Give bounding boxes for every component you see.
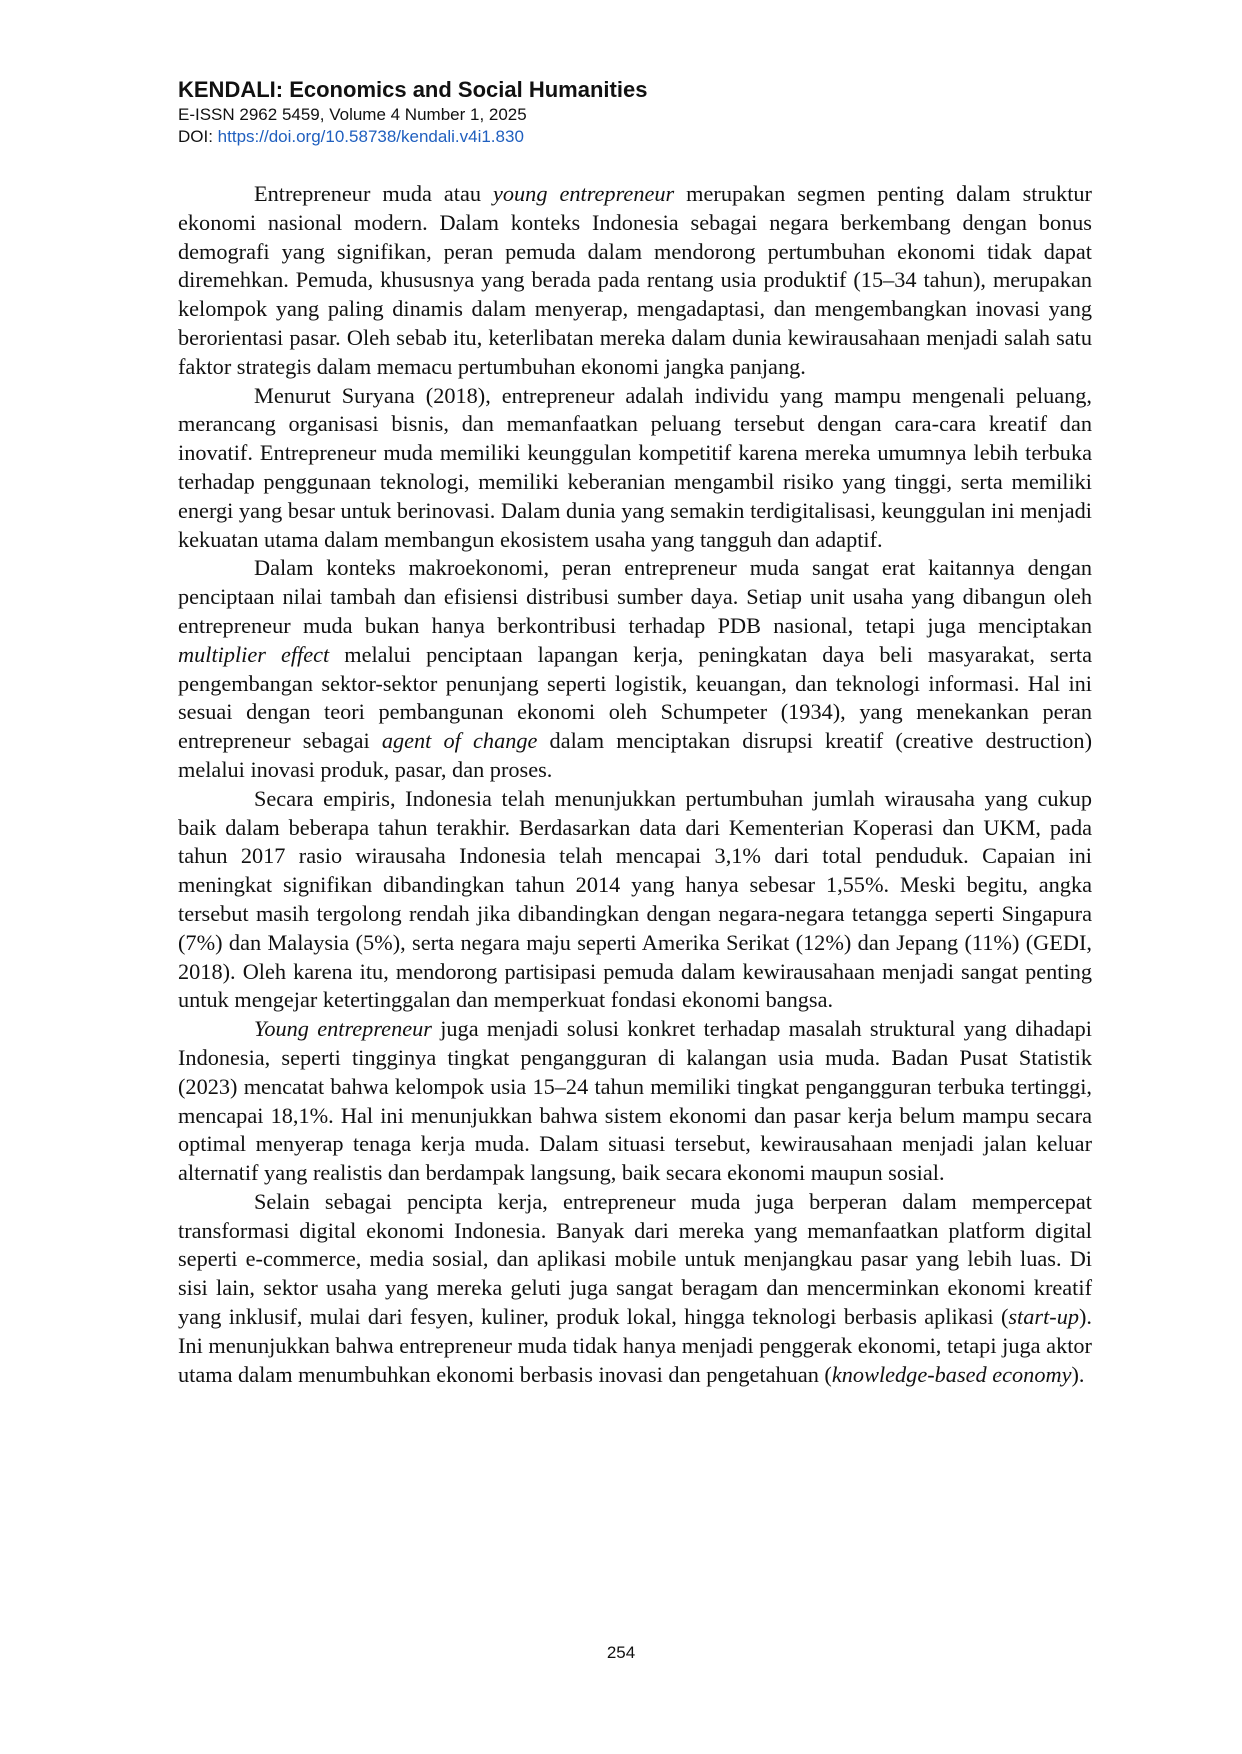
paragraph-text: Secara empiris, Indonesia telah menunjukkan pertumbuhan jumlah wirausaha yang cukup baik dalam beberapa tahun terakhir. Berdasarkan data dari Kementerian Koperasi dan UKM, pada tahun 2017 rasio wirausaha Indonesia telah mencapai 3,1% dari total penduduk. Capaian ini meningkat signifikan dibandingkan tahun 2014 yang hanya sebesar 1,55%. Meski begitu, angka tersebut masih tergolong rendah jika dibandingkan dengan negara-negara tetangga seperti Singapura (7%) dan Malaysia (5%), serta negara maju seperti Amerika Serikat (12%) dan Jepang (11%) (GEDI, 2018). Oleh karena itu, mendorong partisipasi pemuda dalam kewirausahaan menjadi sangat penting untuk mengejar ketertinggalan dan memperkuat fondasi ekonomi bangsa.: [178, 785, 1092, 1013]
body-paragraph: [178, 382, 1092, 555]
paragraph-text: ).: [1071, 1361, 1085, 1387]
body-paragraph: [178, 1188, 1092, 1390]
paragraph-text: Entrepreneur muda atau: [254, 181, 493, 206]
italic-term: knowledge-based economy: [831, 1361, 1072, 1387]
paragraph-text: Dalam konteks makroekonomi, peran entrepreneur muda sangat erat kaitannya dengan penciptaan nilai tambah dan efisiensi distribusi sumber daya. Setiap unit usaha yang dibangun oleh entrepreneur muda bukan hanya berkontribusi terhadap PDB nasional, tetapi juga menciptakan: [178, 555, 1092, 638]
italic-term: agent of change: [381, 728, 538, 754]
paragraph-text: ). Ini menunjukkan bahwa entrepreneur muda tidak hanya menjadi penggerak ekonomi, tetapi juga aktor utama dalam menumbuhkan ekonomi berbasis inovasi dan pengetahuan (: [178, 1304, 1092, 1387]
body-paragraph: [178, 180, 1092, 382]
doi-label: DOI:: [178, 127, 218, 146]
italic-term: young entrepreneur: [492, 181, 675, 206]
page-number: 254: [606, 1643, 636, 1662]
body-paragraph: [178, 1015, 1092, 1188]
journal-title: KENDALI: Economics and Social Humanities: [178, 77, 648, 102]
italic-term: multiplier effect: [178, 641, 330, 667]
italic-term: start-up: [1008, 1304, 1079, 1330]
doi-link[interactable]: https://doi.org/10.58738/kendali.v4i1.830: [217, 127, 524, 146]
body-paragraph: [178, 785, 1092, 1015]
italic-term: Young entrepreneur: [254, 1016, 432, 1042]
journal-header: [178, 76, 647, 148]
issn-volume-line: E-ISSN 2962 5459, Volume 4 Number 1, 2025: [178, 105, 527, 124]
paragraph-text: melalui penciptaan lapangan kerja, peningkatan daya beli masyarakat, serta pengembangan sektor-sektor penunjang seperti logistik, keuangan, dan teknologi informasi. Hal ini sesuai dengan teori pembangunan ekonomi oleh Schumpeter (1934), yang menekankan peran entrepreneur sebagai: [178, 641, 1093, 754]
paragraph-text: Selain sebagai pencipta kerja, entrepreneur muda juga berperan dalam mempercepat transformasi digital ekonomi Indonesia. Banyak dari mereka yang memanfaatkan platform digital seperti e-commerce, media sosial, dan aplikasi mobile untuk menjangkau pasar yang lebih luas. Di sisi lain, sektor usaha yang mereka geluti juga sangat beragam dan mencerminkan ekonomi kreatif yang inklusif, mulai dari fesyen, kuliner, produk lokal, hingga teknologi berbasis aplikasi (: [178, 1188, 1092, 1330]
paragraph-text: dalam menciptakan disrupsi kreatif (creative destruction) melalui inovasi produk, pasar, dan proses.: [178, 728, 1092, 782]
doi-line: [178, 126, 647, 148]
body-paragraph: [178, 554, 1092, 784]
paragraph-text: merupakan segmen penting dalam struktur ekonomi nasional modern. Dalam konteks Indonesia sebagai negara berkembang dengan bonus demografi yang signifikan, peran pemuda dalam mendorong pertumbuhan ekonomi tidak dapat diremehkan. Pemuda, khususnya yang berada pada rentang usia produktif (15–34 tahun), merupakan kelompok yang paling dinamis dalam menyerap, mengadaptasi, dan mengembangkan inovasi yang berorientasi pasar. Oleh sebab itu, keterlibatan mereka dalam dunia kewirausahaan menjadi salah satu faktor strategis dalam memacu pertumbuhan ekonomi jangka panjang.: [178, 181, 1092, 379]
paragraph-text: Menurut Suryana (2018), entrepreneur adalah individu yang mampu mengenali peluang, merancang organisasi bisnis, dan memanfaatkan peluang tersebut dengan cara-cara kreatif dan inovatif. Entrepreneur muda memiliki keunggulan kompetitif karena mereka umumnya lebih terbuka terhadap penggunaan teknologi, memiliki keberanian mengambil risiko yang tinggi, serta memiliki energi yang besar untuk berinovasi. Dalam dunia yang semakin terdigitalisasi, keunggulan ini menjadi kekuatan utama dalam membangun ekosistem usaha yang tangguh dan adaptif.: [178, 382, 1092, 552]
article-body: [178, 180, 1092, 1389]
paragraph-text: juga menjadi solusi konkret terhadap masalah struktural yang dihadapi Indonesia, seperti tingginya tingkat pengangguran di kalangan usia muda. Badan Pusat Statistik (2023) mencatat bahwa kelompok usia 15–24 tahun memiliki tingkat pengangguran terbuka tertinggi, mencapai 18,1%. Hal ini menunjukkan bahwa sistem ekonomi dan pasar kerja belum mampu secara optimal menyerap tenaga kerja muda. Dalam situasi tersebut, kewirausahaan menjadi jalan keluar alternatif yang realistis dan berdampak langsung, baik secara ekonomi maupun sosial.: [178, 1016, 1092, 1186]
